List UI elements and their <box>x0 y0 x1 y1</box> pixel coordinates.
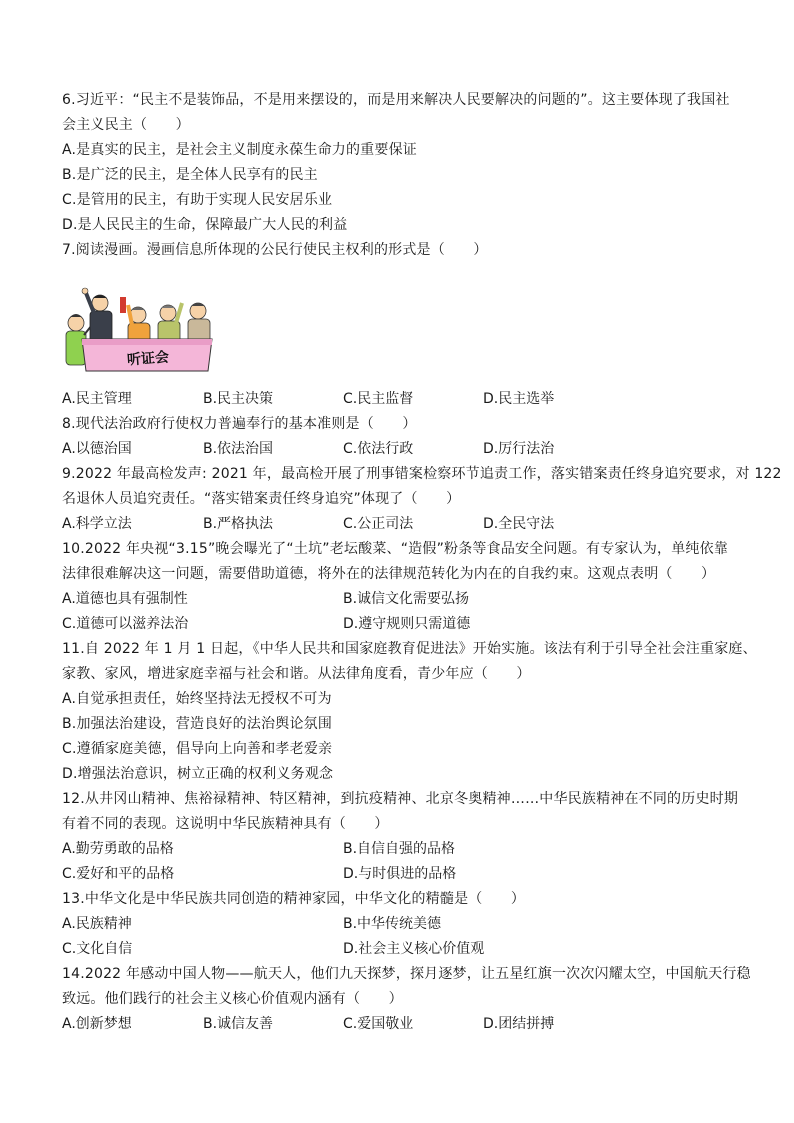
q7-option-d: D.民主选举 <box>483 391 555 407</box>
q13-option-c: C.文化自信 <box>62 941 133 957</box>
q8-stem-line-1: 8.现代法治政府行使权力普遍奉行的基本准则是（ ） <box>62 416 417 432</box>
q6-stem-line-1: 6.习近平：“民主不是装饰品，不是用来摆设的，而是用来解决人民要解决的问题的”。这主要体现了我国社 <box>62 92 730 108</box>
q13-option-d: D.社会主义核心价值观 <box>343 941 485 957</box>
q6-option-a: A.是真实的民主，是社会主义制度永葆生命力的重要保证 <box>62 142 417 158</box>
q10-option-b: B.诚信文化需要弘扬 <box>343 591 470 607</box>
q8-option-a: A.以德治国 <box>62 441 132 457</box>
q14-option-d: D.团结拼搏 <box>483 1016 555 1032</box>
q7-stem-line-1: 7.阅读漫画。漫画信息所体现的公民行使民主权利的形式是（ ） <box>62 242 488 258</box>
q10-option-a: A.道德也具有强制性 <box>62 591 188 607</box>
q9-stem-line-2: 名退休人员追究责任。“落实错案责任终身追究”体现了（ ） <box>62 491 461 507</box>
q7-option-c: C.民主监督 <box>343 391 414 407</box>
hearing-podium-label: 听证会 <box>126 349 170 369</box>
q9-stem-line-1: 9.2022 年最高检发声: 2021 年，最高检开展了刑事错案检察环节追责工作，落实错案责任终身追究要求，对 122 <box>62 466 782 482</box>
q10-option-c: C.道德可以滋养法治 <box>62 616 189 632</box>
q12-option-a: A.勤劳勇敢的品格 <box>62 841 174 857</box>
q14-option-a: A.创新梦想 <box>62 1016 132 1032</box>
q10-stem-line-2: 法律很难解决这一问题，需要借助道德，将外在的法律规范转化为内在的自我约束。这观点表明（ ） <box>62 566 716 582</box>
q9-option-d: D.全民守法 <box>483 516 555 532</box>
q6-option-d: D.是人民民主的生命，保障最广大人民的利益 <box>62 217 348 233</box>
q11-option-b: B.加强法治建设，营造良好的法治舆论氛围 <box>62 716 333 732</box>
q9-option-b: B.严格执法 <box>203 516 274 532</box>
q12-stem-line-1: 12.从井冈山精神、焦裕禄精神、特区精神，到抗疫精神、北京冬奥精神……中华民族精神在不同的历史时期 <box>62 791 739 807</box>
hearing-cartoon <box>62 285 214 377</box>
q13-stem-line-1: 13.中华文化是中华民族共同创造的精神家园，中华文化的精髓是（ ） <box>62 891 526 907</box>
q6-option-b: B.是广泛的民主，是全体人民享有的民主 <box>62 167 318 183</box>
q14-stem-line-1: 14.2022 年感动中国人物——航天人，他们九天探梦，探月逐梦，让五星红旗一次次闪耀太空，中国航天行稳 <box>62 966 751 982</box>
q14-option-b: B.诚信友善 <box>203 1016 274 1032</box>
q9-option-c: C.公正司法 <box>343 516 414 532</box>
q10-option-d: D.遵守规则只需道德 <box>343 616 471 632</box>
q8-option-b: B.依法治国 <box>203 441 274 457</box>
hearing-cartoon-illustration <box>62 285 214 377</box>
q9-option-a: A.科学立法 <box>62 516 132 532</box>
q7-option-b: B.民主决策 <box>203 391 274 407</box>
q7-option-a: A.民主管理 <box>62 391 132 407</box>
q10-stem-line-1: 10.2022 年央视“3.15”晚会曝光了“土坑”老坛酸菜、“造假”粉条等食品安全问题。有专家认为，单纯依靠 <box>62 541 729 557</box>
q12-option-b: B.自信自强的品格 <box>343 841 456 857</box>
q12-option-d: D.与时俱进的品格 <box>343 866 457 882</box>
q8-option-c: C.依法行政 <box>343 441 414 457</box>
q11-option-d: D.增强法治意识，树立正确的权利义务观念 <box>62 766 334 782</box>
q11-option-a: A.自觉承担责任，始终坚持法无授权不可为 <box>62 691 332 707</box>
q11-stem-line-2: 家教、家风，增进家庭幸福与社会和谐。从法律角度看，青少年应（ ） <box>62 666 531 682</box>
q14-option-c: C.爱国敬业 <box>343 1016 414 1032</box>
q14-stem-line-2: 致远。他们践行的社会主义核心价值观内涵有（ ） <box>62 991 403 1007</box>
q6-stem-line-2: 会主义民主（ ） <box>62 117 190 133</box>
q13-option-b: B.中华传统美德 <box>343 916 442 932</box>
q6-option-c: C.是管用的民主，有助于实现人民安居乐业 <box>62 192 333 208</box>
q13-option-a: A.民族精神 <box>62 916 132 932</box>
q11-stem-line-1: 11.自 2022 年 1 月 1 日起，《中华人民共和国家庭教育促进法》开始实施。该法有利于引导全社会注重家庭、 <box>62 641 757 657</box>
q11-option-c: C.遵循家庭美德，倡导向上向善和孝老爱亲 <box>62 741 333 757</box>
q8-option-d: D.厉行法治 <box>483 441 555 457</box>
q12-option-c: C.爱好和平的品格 <box>62 866 175 882</box>
q12-stem-line-2: 有着不同的表现。这说明中华民族精神具有（ ） <box>62 816 389 832</box>
